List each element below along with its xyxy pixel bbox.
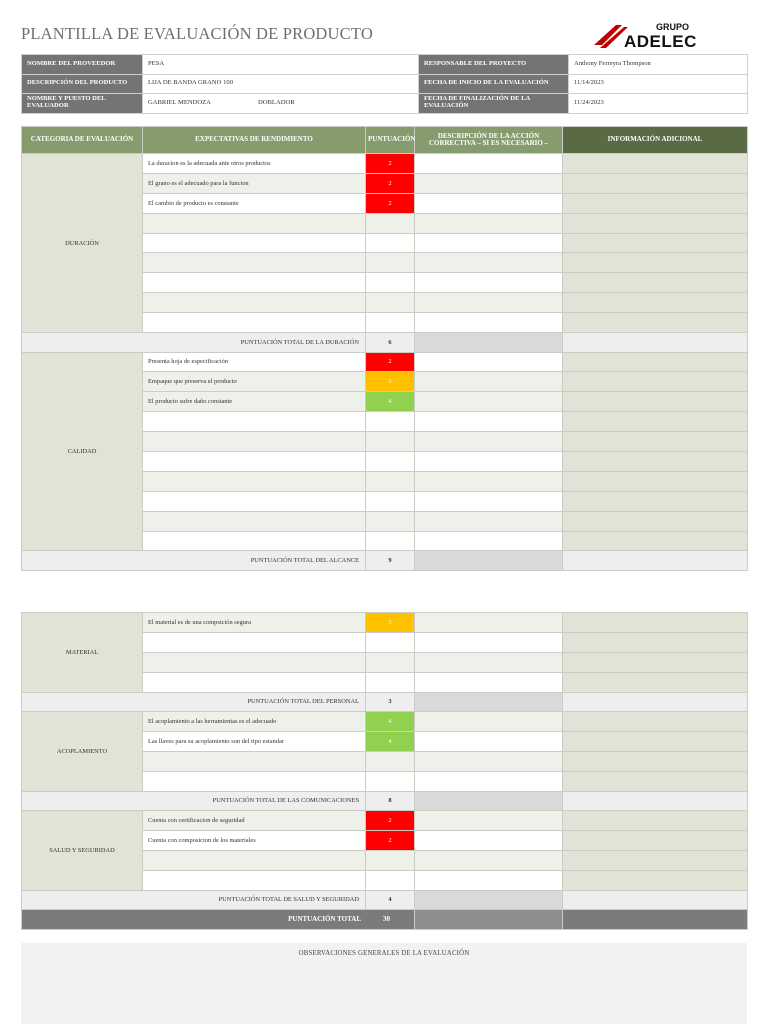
score-cell[interactable] (366, 850, 415, 870)
corrective-cell[interactable] (415, 154, 563, 174)
corrective-cell[interactable] (415, 173, 563, 193)
total-row-duracion (22, 333, 748, 353)
total-row-material (22, 692, 748, 712)
evaluation-grid-1 (21, 126, 748, 571)
additional-cell[interactable] (563, 751, 748, 771)
corrective-cell[interactable] (415, 811, 563, 831)
total-value: 8 (366, 791, 415, 811)
additional-cell[interactable] (563, 432, 748, 452)
grand-total-value: 30 (383, 915, 390, 924)
expectation-cell[interactable]: Cuenta con composicion de los materiales (143, 831, 366, 851)
expectation-cell[interactable] (143, 632, 366, 652)
additional-cell[interactable] (563, 870, 748, 890)
total-value: 4 (366, 890, 415, 910)
observations-box[interactable] (21, 943, 747, 1024)
corrective-cell[interactable] (415, 531, 563, 551)
expectation-cell[interactable]: El acoplamiento a las herramientas es el adecuado (143, 712, 366, 732)
additional-cell[interactable] (563, 811, 748, 831)
evaluation-grid-2 (21, 612, 748, 930)
corrective-cell[interactable] (415, 771, 563, 791)
additional-cell[interactable] (563, 273, 748, 293)
product-desc-value[interactable]: LIJA DE BANDA GRANO 100 (143, 74, 419, 94)
score-cell[interactable]: 4 (366, 392, 415, 412)
observations-label: OBSERVACIONES GENERALES DE LA EVALUACIÓN (298, 950, 470, 957)
corrective-cell[interactable] (415, 253, 563, 273)
score-cell[interactable]: 2 (366, 173, 415, 193)
expectation-cell[interactable]: Cuenta con certificacion de seguridad (143, 811, 366, 831)
corrective-cell[interactable] (415, 193, 563, 213)
additional-cell[interactable] (563, 233, 748, 253)
score-cell[interactable]: 3 (366, 613, 415, 633)
total-label: PUNTUACIÓN TOTAL DEL ALCANCE (22, 551, 366, 571)
additional-cell[interactable] (563, 672, 748, 692)
header-corrective: DESCRIPCIÓN DE LA ACCIÓN CORRECTIVA – SI ES NECESARIO – (415, 127, 563, 154)
additional-cell[interactable] (563, 712, 748, 732)
score-cell[interactable]: 4 (366, 731, 415, 751)
corrective-cell[interactable] (415, 831, 563, 851)
expectation-cell[interactable] (143, 870, 366, 890)
header-additional: INFORMACIÓN ADICIONAL (563, 127, 748, 154)
additional-cell[interactable] (563, 850, 748, 870)
header-expectations: EXPECTATIVAS DE RENDIMIENTO (143, 127, 366, 154)
corrective-cell[interactable] (415, 850, 563, 870)
supplier-label: NOMBRE DEL PROVEEDOR (22, 55, 143, 75)
category-material: MATERIAL (22, 613, 143, 693)
additional-cell[interactable] (563, 451, 748, 471)
corrective-cell[interactable] (415, 511, 563, 531)
total-corrective-cell (415, 791, 563, 811)
total-corrective-cell (415, 551, 563, 571)
expectation-cell[interactable] (143, 233, 366, 253)
score-cell[interactable]: 2 (366, 193, 415, 213)
expectation-cell[interactable]: Empaque que preserva el producto (143, 372, 366, 392)
expectation-cell[interactable]: El cambio de producto es constante (143, 193, 366, 213)
expectation-cell[interactable] (143, 531, 366, 551)
score-cell[interactable] (366, 771, 415, 791)
score-cell[interactable] (366, 672, 415, 692)
score-cell[interactable]: 3 (366, 372, 415, 392)
expectation-cell[interactable] (143, 273, 366, 293)
expectation-cell[interactable]: El grano es el adecuado para la funcion (143, 173, 366, 193)
expectation-cell[interactable] (143, 771, 366, 791)
header-score: PUNTUACIÓN (366, 127, 415, 154)
score-cell[interactable] (366, 451, 415, 471)
score-cell[interactable] (366, 652, 415, 672)
total-label: PUNTUACIÓN TOTAL DE SALUD Y SEGURIDAD (22, 890, 366, 910)
score-cell[interactable] (366, 632, 415, 652)
table-row (22, 811, 748, 831)
total-corrective-cell (415, 890, 563, 910)
corrective-cell[interactable] (415, 632, 563, 652)
additional-cell[interactable] (563, 531, 748, 551)
additional-cell[interactable] (563, 511, 748, 531)
score-cell[interactable] (366, 531, 415, 551)
score-cell[interactable] (366, 253, 415, 273)
additional-cell[interactable] (563, 173, 748, 193)
end-date-value[interactable]: 11/24/2023 (569, 94, 748, 114)
grand-total-corrective-cell (415, 910, 563, 930)
corrective-cell[interactable] (415, 233, 563, 253)
additional-cell[interactable] (563, 491, 748, 511)
total-value: 6 (366, 333, 415, 353)
score-cell[interactable] (366, 273, 415, 293)
corrective-cell[interactable] (415, 213, 563, 233)
score-cell[interactable]: 2 (366, 154, 415, 174)
score-cell[interactable]: 2 (366, 831, 415, 851)
additional-cell[interactable] (563, 193, 748, 213)
corrective-cell[interactable] (415, 432, 563, 452)
additional-cell[interactable] (563, 352, 748, 372)
additional-cell[interactable] (563, 731, 748, 751)
expectation-cell[interactable]: Presenta hoja de especificación (143, 352, 366, 372)
expectation-cell[interactable]: La duracion es la adecuada ante otros productos (143, 154, 366, 174)
page-title: PLANTILLA DE EVALUACIÓN DE PRODUCTO (21, 24, 373, 43)
expectation-cell[interactable]: El material es de una compsición segura (143, 613, 366, 633)
total-label: PUNTUACIÓN TOTAL DE LAS COMUNICACIONES (22, 791, 366, 811)
expectation-cell[interactable] (143, 471, 366, 491)
score-cell[interactable] (366, 233, 415, 253)
expectation-cell[interactable] (143, 652, 366, 672)
table-row (22, 613, 748, 633)
total-row-salud-seguridad (22, 890, 748, 910)
expectation-cell[interactable] (143, 253, 366, 273)
expectation-cell[interactable] (143, 491, 366, 511)
expectation-cell[interactable]: El producto sufre daño constante (143, 392, 366, 412)
evaluator-role: DOBLADOR (258, 98, 295, 106)
additional-cell[interactable] (563, 412, 748, 432)
evaluator-value[interactable] (143, 94, 419, 114)
total-value: 9 (366, 551, 415, 571)
score-cell[interactable]: 2 (366, 352, 415, 372)
corrective-cell[interactable] (415, 751, 563, 771)
category-salud-seguridad: SALUD Y SEGURIDAD (22, 811, 143, 891)
category-acoplamiento: ACOPLAMIENTO (22, 712, 143, 792)
logo-text-top: GRUPO (656, 22, 690, 32)
total-value: 3 (366, 692, 415, 712)
grand-total-additional-cell (563, 910, 748, 930)
additional-cell[interactable] (563, 154, 748, 174)
evaluation-info-table (21, 54, 748, 114)
header-category: CATEGORIA DE EVALUACIÓN (22, 127, 143, 154)
corrective-cell[interactable] (415, 652, 563, 672)
score-cell[interactable] (366, 313, 415, 333)
expectation-cell[interactable] (143, 213, 366, 233)
evaluator-label: NOMBRE Y PUESTO DEL EVALUADOR (22, 94, 143, 114)
category-duracion: DURACIÓN (22, 154, 143, 333)
additional-cell[interactable] (563, 392, 748, 412)
start-date-label: FECHA DE INICIO DE LA EVALUACIÓN (419, 74, 569, 94)
corrective-cell[interactable] (415, 412, 563, 432)
project-owner-label: RESPONSABLE DEL PROYECTO (419, 55, 569, 75)
score-cell[interactable] (366, 870, 415, 890)
end-date-label: FECHA DE FINALIZACIÓN DE LA EVALUACIÓN (419, 94, 569, 114)
corrective-cell[interactable] (415, 293, 563, 313)
expectation-cell[interactable] (143, 293, 366, 313)
total-additional-cell (563, 890, 748, 910)
logo-text-main: ADELEC (624, 32, 697, 51)
score-cell[interactable]: 2 (366, 811, 415, 831)
score-cell[interactable] (366, 412, 415, 432)
score-cell[interactable]: 4 (366, 712, 415, 732)
table-row (22, 712, 748, 732)
project-owner-value[interactable]: Anthony Ferreyra Thompson (569, 55, 748, 75)
corrective-cell[interactable] (415, 273, 563, 293)
additional-cell[interactable] (563, 293, 748, 313)
total-label: PUNTUACIÓN TOTAL DEL PERSONAL (22, 692, 366, 712)
category-calidad: CALIDAD (22, 352, 143, 551)
expectation-cell[interactable] (143, 511, 366, 531)
additional-cell[interactable] (563, 372, 748, 392)
corrective-cell[interactable] (415, 870, 563, 890)
additional-cell[interactable] (563, 652, 748, 672)
score-cell[interactable] (366, 213, 415, 233)
score-cell[interactable] (366, 491, 415, 511)
corrective-cell[interactable] (415, 313, 563, 333)
corrective-cell[interactable] (415, 471, 563, 491)
additional-cell[interactable] (563, 313, 748, 333)
corrective-cell[interactable] (415, 352, 563, 372)
score-cell[interactable] (366, 432, 415, 452)
additional-cell[interactable] (563, 253, 748, 273)
start-date-value[interactable]: 11/14/2023 (569, 74, 748, 94)
total-row-acoplamiento (22, 791, 748, 811)
additional-cell[interactable] (563, 213, 748, 233)
corrective-cell[interactable] (415, 613, 563, 633)
total-row-calidad (22, 551, 748, 571)
corrective-cell[interactable] (415, 672, 563, 692)
corrective-cell[interactable] (415, 372, 563, 392)
corrective-cell[interactable] (415, 712, 563, 732)
expectation-cell[interactable] (143, 412, 366, 432)
expectation-cell[interactable] (143, 672, 366, 692)
total-corrective-cell (415, 692, 563, 712)
corrective-cell[interactable] (415, 731, 563, 751)
total-corrective-cell (415, 333, 563, 353)
corrective-cell[interactable] (415, 392, 563, 412)
expectation-cell[interactable] (143, 751, 366, 771)
expectation-cell[interactable] (143, 850, 366, 870)
expectation-cell[interactable] (143, 432, 366, 452)
additional-cell[interactable] (563, 632, 748, 652)
company-logo (590, 19, 720, 51)
additional-cell[interactable] (563, 771, 748, 791)
score-cell[interactable] (366, 293, 415, 313)
table-row (22, 352, 748, 372)
supplier-value[interactable]: PESA (143, 55, 419, 75)
grand-total-label: PUNTUACIÓN TOTAL 30 (22, 910, 415, 930)
additional-cell[interactable] (563, 831, 748, 851)
expectation-cell[interactable] (143, 451, 366, 471)
total-additional-cell (563, 692, 748, 712)
evaluator-name: GABRIEL MENDOZA (148, 98, 211, 106)
corrective-cell[interactable] (415, 451, 563, 471)
total-label: PUNTUACIÓN TOTAL DE LA DURACIÓN (22, 333, 366, 353)
score-cell[interactable] (366, 511, 415, 531)
total-additional-cell (563, 333, 748, 353)
product-desc-label: DESCRIPCIÓN DEL PRODUCTO (22, 74, 143, 94)
score-cell[interactable] (366, 471, 415, 491)
total-additional-cell (563, 551, 748, 571)
grand-total-row (22, 910, 748, 930)
total-additional-cell (563, 791, 748, 811)
additional-cell[interactable] (563, 471, 748, 491)
corrective-cell[interactable] (415, 491, 563, 511)
additional-cell[interactable] (563, 613, 748, 633)
expectation-cell[interactable]: Las llaves para su acoplamiento son del tipo estandar (143, 731, 366, 751)
expectation-cell[interactable] (143, 313, 366, 333)
table-row (22, 154, 748, 174)
score-cell[interactable] (366, 751, 415, 771)
